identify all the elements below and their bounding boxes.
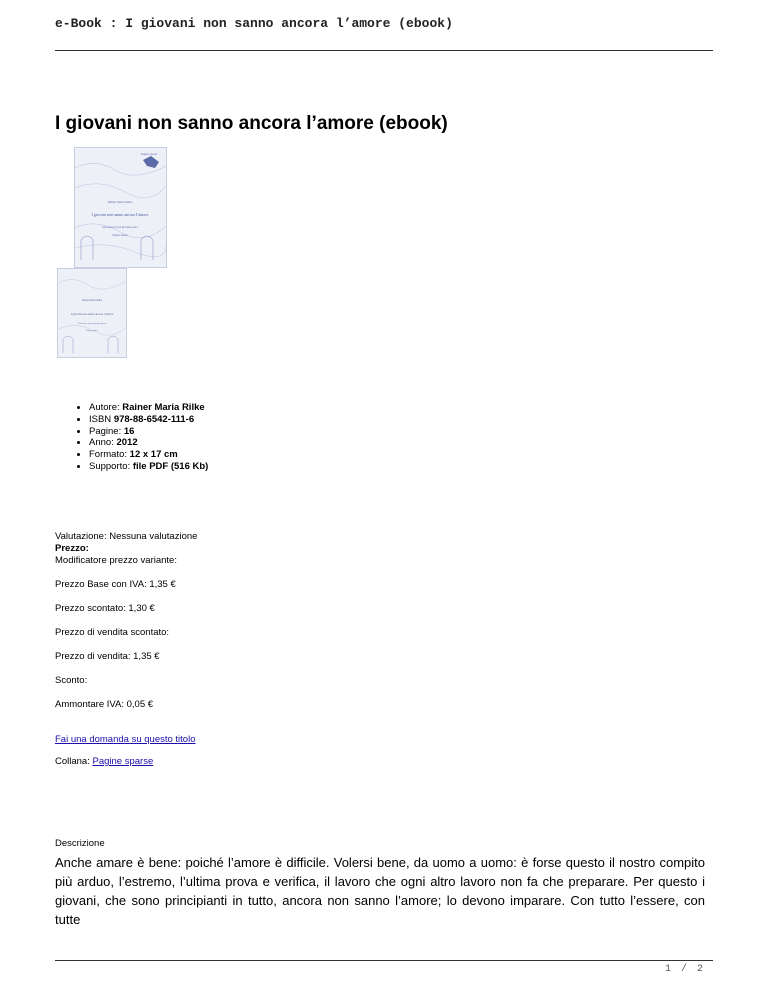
series-label: Collana:: [55, 756, 90, 767]
cover-small-subtitle: Da Lettere ad un giovane poeta: [78, 323, 106, 325]
spec-label: Pagine:: [89, 425, 122, 437]
spec-author: [89, 402, 208, 414]
spec-label: Anno:: [89, 437, 114, 449]
spec-value: file PDF (516 Kb): [132, 460, 209, 472]
cover-publisher-mark: Pagine sparse: [140, 152, 158, 156]
vat-amount: Ammontare IVA: 0,05 €: [55, 699, 154, 710]
spec-value: 12 x 17 cm: [129, 449, 178, 461]
cover-tagline: Pagine sparse: [112, 234, 128, 237]
spec-label: ISBN: [89, 413, 112, 425]
sale-price-discounted: Prezzo di vendita scontato:: [55, 627, 170, 638]
page-title: I giovani non sanno ancora l’amore (ebook): [55, 113, 448, 134]
series-line: [55, 756, 153, 768]
discount: Sconto:: [55, 675, 88, 686]
spec-pages: [89, 426, 208, 438]
spec-label: Supporto:: [89, 460, 131, 472]
description-heading: Descrizione: [55, 838, 105, 849]
book-specs-list: [77, 402, 208, 473]
cover-author: Rainer Maria Rilke: [107, 200, 133, 204]
cover-small-tagline: Pagine sparse: [86, 330, 98, 332]
price-modifier: Modificatore prezzo variante:: [55, 555, 177, 566]
spec-medium: [89, 461, 208, 473]
ask-question-link[interactable]: Fai una domanda su questo titolo: [55, 734, 196, 745]
spec-format: [89, 449, 208, 461]
cover-small-title: I giovani non sanno ancora l’amore: [70, 312, 114, 316]
spec-value: Rainer Maria Rilke: [122, 402, 205, 413]
cover-art-large: [75, 148, 166, 267]
cover-image-small[interactable]: [57, 268, 127, 358]
price-heading: Prezzo:: [55, 543, 89, 554]
spec-year: [89, 437, 208, 449]
spec-isbn: [89, 414, 208, 426]
discounted-price: Prezzo scontato: 1,30 €: [55, 603, 155, 614]
cover-image-large[interactable]: [74, 147, 167, 268]
base-price: Prezzo Base con IVA: 1,35 €: [55, 579, 176, 590]
cover-subtitle: Da Lettere ad un giovane poeta: [102, 226, 138, 229]
spec-value: 2012: [116, 437, 138, 449]
header-divider: [55, 50, 713, 51]
sale-price: Prezzo di vendita: 1,35 €: [55, 651, 160, 662]
spec-label: Formato:: [89, 449, 128, 461]
rating-text: Valutazione: Nessuna valutazione: [55, 531, 198, 542]
cover-title: I giovani non sanno ancora l’amore: [91, 212, 149, 217]
series-link[interactable]: Pagine sparse: [92, 756, 154, 767]
footer-divider: [55, 960, 713, 961]
spec-value: 978-88-6542-111-6: [113, 413, 195, 425]
spec-label: Autore:: [89, 402, 120, 413]
cover-small-author: Rainer Maria Rilke: [81, 299, 103, 302]
page-number: 1 / 2: [665, 964, 706, 975]
running-header: e-Book : I giovani non sanno ancora l’amore (ebook): [55, 16, 453, 31]
description-body: Anche amare è bene: poiché l’amore è difficile. Volersi bene, da uomo a uomo: è forse questo il nostro compito più arduo, l’estremo, l’ultima prova e verifica, il lavoro che ogni altro lavoro non fa che preparare. Per questo i giovani, che sono principianti in tutto, ancora non sanno l’amore; lo devono imparare. Con tutto l’essere, con tutte: [55, 855, 705, 927]
cover-art-small: [58, 269, 126, 357]
spec-value: 16: [123, 425, 135, 437]
